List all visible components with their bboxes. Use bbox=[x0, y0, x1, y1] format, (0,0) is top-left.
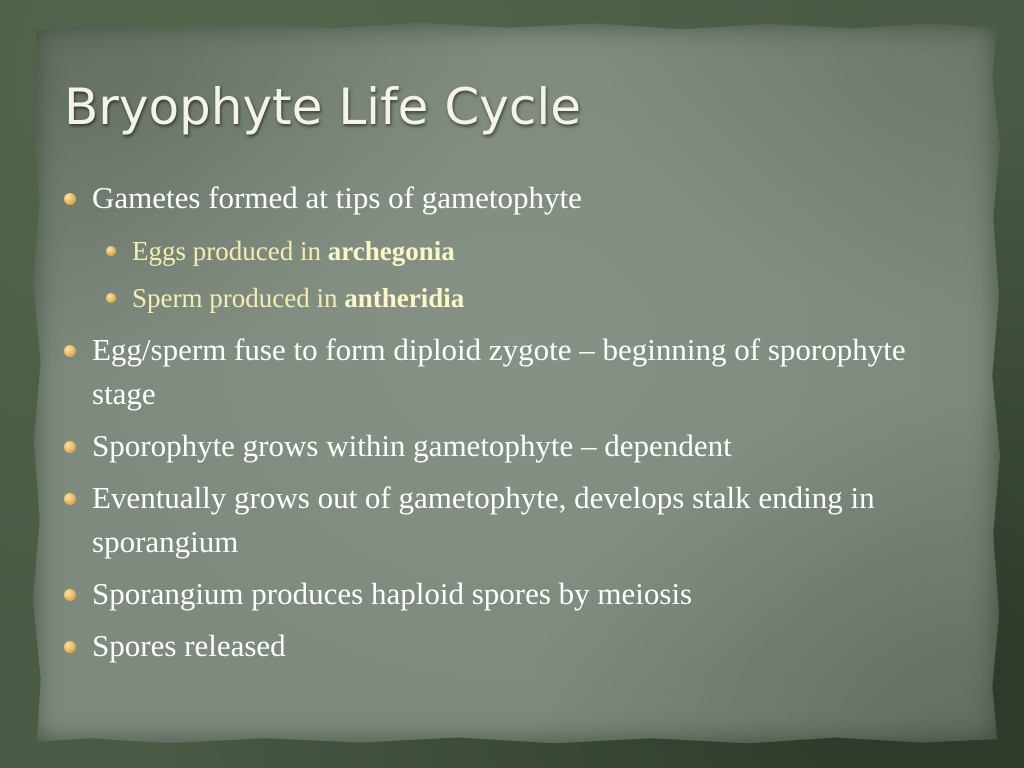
slide-title: Bryophyte Life Cycle bbox=[64, 78, 581, 136]
round-bullet-icon bbox=[64, 193, 76, 205]
bullet-list bbox=[62, 176, 962, 676]
sub-bullet-item bbox=[104, 228, 962, 275]
bullet-text: Sporophyte grows within gametophyte – dependent bbox=[92, 428, 732, 463]
bullet-item bbox=[62, 328, 962, 416]
bullet-text: Gametes formed at tips of gametophyte bbox=[92, 180, 582, 215]
bullet-item bbox=[62, 176, 962, 220]
round-bullet-icon bbox=[106, 246, 116, 256]
bullet-text: Sporangium produces haploid spores by meiosis bbox=[92, 576, 693, 611]
round-bullet-icon bbox=[64, 589, 76, 601]
sub-bullet-list bbox=[62, 228, 962, 322]
bullet-text: Eventually grows out of gametophyte, develops stalk ending in sporangium bbox=[92, 480, 875, 559]
sub-bullet-prefix: Sperm produced in bbox=[132, 283, 345, 313]
sub-bullet-item bbox=[104, 275, 962, 322]
bullet-item bbox=[62, 476, 962, 564]
bullet-item bbox=[62, 424, 962, 468]
round-bullet-icon bbox=[64, 441, 76, 453]
round-bullet-icon bbox=[64, 493, 76, 505]
sub-bullet-bold-term: archegonia bbox=[327, 236, 455, 266]
round-bullet-icon bbox=[64, 641, 76, 653]
bullet-item bbox=[62, 624, 962, 668]
sub-bullet-bold-term: antheridia bbox=[344, 283, 465, 313]
bullet-text: Egg/sperm fuse to form diploid zygote – beginning of sporophyte stage bbox=[92, 332, 906, 411]
bullet-text: Spores released bbox=[92, 628, 286, 663]
round-bullet-icon bbox=[106, 293, 116, 303]
bullet-item bbox=[62, 572, 962, 616]
sub-bullet-prefix: Eggs produced in bbox=[132, 236, 328, 266]
round-bullet-icon bbox=[64, 345, 76, 357]
